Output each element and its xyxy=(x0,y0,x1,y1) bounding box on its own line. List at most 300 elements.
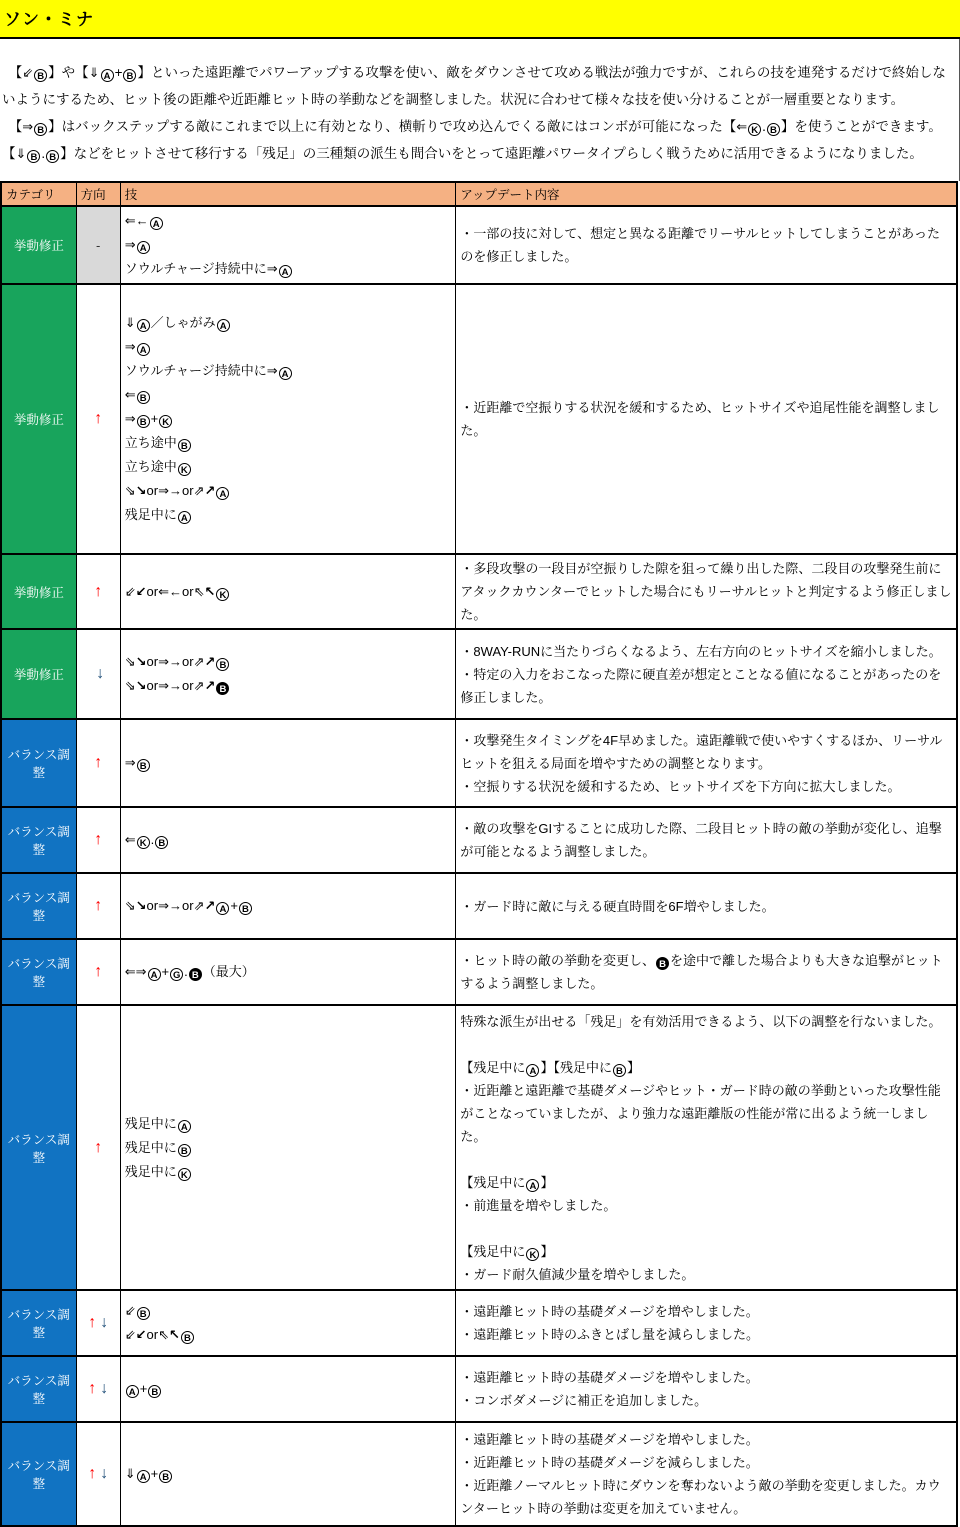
category-cell: バランス調整 xyxy=(1,719,76,807)
technique-cell xyxy=(120,284,456,554)
button-b-icon: B xyxy=(27,150,40,163)
technique-line xyxy=(125,431,452,455)
direction-cell xyxy=(76,1290,120,1356)
direction-down-icon: ↓ xyxy=(100,1314,109,1331)
category-cell: 挙動修正 xyxy=(1,284,76,554)
text: 立ち途中 xyxy=(124,459,177,474)
arrow-filled-icon: → xyxy=(169,654,183,669)
text: + xyxy=(139,1381,148,1396)
technique-line xyxy=(125,751,452,775)
text: 】などをヒットさせて移行する「残足」の三種類の派生も間合いをとって遠距離パワータイプらしく戦うために活用できるようになりました。 xyxy=(60,146,923,161)
table-row xyxy=(1,1422,957,1526)
arrow-hollow-icon: ⇙ xyxy=(124,583,136,599)
arrow-hollow-icon: ⇒ xyxy=(266,363,278,378)
button-a-icon: A xyxy=(101,69,114,82)
technique-cell xyxy=(120,1290,456,1356)
direction-cell xyxy=(76,1005,120,1290)
button-b-icon: B xyxy=(148,1385,161,1398)
button-b-hold-icon: B xyxy=(656,957,669,970)
technique-line xyxy=(125,335,452,359)
update-content-cell xyxy=(456,1356,957,1422)
text: or xyxy=(182,483,194,498)
direction-up-icon: ↑ xyxy=(88,1465,97,1482)
button-b-icon: B xyxy=(34,69,47,82)
arrow-hollow-icon: ⇒ xyxy=(158,483,170,498)
arrow-hollow-icon: ⇒ xyxy=(124,237,136,252)
table-row xyxy=(1,873,957,939)
text: 】を使うことができます。 xyxy=(780,119,942,134)
button-b-icon: B xyxy=(34,123,47,136)
text: ・近距離ノーマルヒット時にダウンを奪わないよう敵の挙動を変更しました。カウンターヒット時の挙動は変更を加えていません。 xyxy=(460,1478,941,1516)
text: ・近距離で空振りする状況を緩和するため、ヒットサイズや追尾性能を調整しました。 xyxy=(460,400,940,438)
update-content-cell xyxy=(456,719,957,807)
update-content-cell xyxy=(456,939,957,1005)
table-row xyxy=(1,1356,957,1422)
update-line xyxy=(460,1263,952,1286)
arrow-hollow-icon: ⇐ xyxy=(736,119,748,134)
arrow-filled-icon: ← xyxy=(135,213,149,228)
text: 【 xyxy=(2,65,23,80)
button-k-icon: K xyxy=(178,1168,191,1181)
arrow-filled-icon: ↖ xyxy=(169,1327,180,1342)
category-cell: バランス調整 xyxy=(1,1356,76,1422)
arrow-filled-icon: ↙ xyxy=(135,1327,147,1342)
intro-line xyxy=(2,113,953,140)
direction-up-icon: ↑ xyxy=(88,1380,97,1397)
button-k-icon: K xyxy=(137,836,150,849)
technique-line xyxy=(125,650,452,674)
text: 立ち途中 xyxy=(124,435,177,450)
update-line xyxy=(460,1474,952,1520)
table-header-row xyxy=(1,182,957,206)
text: を途中で離した場合よりも大きな追撃がヒットするよう調整しました。 xyxy=(460,953,943,991)
text: ・一部の技に対して、想定と異なる距離でリーサルヒットしてしまうことがあったのを修正しました。 xyxy=(460,226,940,264)
direction-up-icon: ↑ xyxy=(94,410,103,427)
button-k-icon: K xyxy=(159,415,172,428)
button-b-icon: B xyxy=(159,1470,172,1483)
arrow-filled-icon: → xyxy=(169,678,183,693)
update-content-cell xyxy=(456,629,957,719)
update-content-cell xyxy=(456,284,957,554)
button-a-icon: A xyxy=(178,511,191,524)
text: 】 xyxy=(540,1243,554,1259)
technique-line xyxy=(125,1377,452,1401)
text: . xyxy=(150,832,155,847)
technique-cell xyxy=(120,206,456,284)
text: or xyxy=(182,583,194,599)
text: ・遠距離ヒット時の基礎ダメージを増やしました。 xyxy=(460,1304,759,1319)
arrow-filled-icon: ↘ xyxy=(135,654,147,669)
direction-up-icon: ↑ xyxy=(94,582,103,600)
direction-cell xyxy=(76,873,120,939)
text: + xyxy=(150,411,159,426)
category-cell: バランス調整 xyxy=(1,1290,76,1356)
arrow-filled-icon: ↘ xyxy=(135,483,147,498)
arrow-hollow-icon: ⇗ xyxy=(193,898,205,913)
text: 】はバックステップする敵にこれまで以上に有効となり、横斬りで攻め込んでくる敵にはコンボが可能になった【 xyxy=(48,119,737,134)
text: 】 xyxy=(540,1174,554,1190)
arrow-hollow-icon: ⇐ xyxy=(124,832,136,847)
technique-line xyxy=(125,383,452,407)
technique-line xyxy=(125,209,452,233)
text: 】【残足中に xyxy=(540,1059,612,1075)
button-b-icon: B xyxy=(178,439,191,452)
technique-line xyxy=(125,311,452,335)
button-b-icon: B xyxy=(137,1307,150,1320)
arrow-hollow-icon: ⇐ xyxy=(124,964,136,979)
direction-up-icon: ↑ xyxy=(94,963,103,980)
update-content-cell xyxy=(456,873,957,939)
text: ・ガード耐久値減少量を増やしました。 xyxy=(460,1266,695,1282)
arrow-hollow-icon: ⇗ xyxy=(193,483,205,498)
arrow-hollow-icon: ⇒ xyxy=(124,411,136,426)
intro-line xyxy=(2,59,953,86)
arrow-hollow-icon: ⇒ xyxy=(22,119,34,134)
update-line xyxy=(460,1323,952,1346)
technique-cell xyxy=(120,1422,456,1526)
button-a-icon: A xyxy=(137,319,150,332)
arrow-filled-icon: → xyxy=(169,483,183,498)
direction-cell xyxy=(76,284,120,554)
arrow-hollow-icon: ⇐ xyxy=(124,213,136,228)
direction-down-icon: ↓ xyxy=(96,665,105,682)
arrow-hollow-icon: ⇙ xyxy=(22,65,34,80)
text: ・遠距離ヒット時のふきとばし量を減らしました。 xyxy=(460,1327,760,1342)
arrow-hollow-icon: ⇒ xyxy=(158,654,170,669)
button-b-icon: B xyxy=(137,759,150,772)
button-a-icon: A xyxy=(150,217,163,230)
arrow-filled-icon: ↗ xyxy=(204,898,216,913)
text: 残足中に xyxy=(124,1115,177,1131)
update-line xyxy=(460,557,952,626)
text: ・8WAY-RUNに当たりづらくなるよう、左右方向のヒットサイズを縮小しました。 xyxy=(460,643,942,659)
button-b-icon: B xyxy=(178,1144,191,1157)
update-line xyxy=(460,1033,952,1056)
button-b-icon: B xyxy=(767,123,780,136)
technique-line xyxy=(125,1323,452,1347)
update-content-cell xyxy=(456,1422,957,1526)
direction-down-icon: ↓ xyxy=(100,1380,109,1397)
update-line xyxy=(460,663,952,709)
arrow-hollow-icon: ⇖ xyxy=(158,1327,170,1342)
update-line xyxy=(460,1010,952,1033)
button-b-hold-icon: B xyxy=(189,968,202,981)
button-a-icon: A xyxy=(137,241,150,254)
button-b-icon: B xyxy=(216,658,229,671)
text: ・コンボダメージに補正を追加しました。 xyxy=(460,1393,708,1408)
arrow-hollow-icon: ⇙ xyxy=(124,1303,136,1318)
arrow-filled-icon: ↙ xyxy=(135,583,147,599)
direction-cell xyxy=(76,939,120,1005)
update-line xyxy=(460,775,952,798)
update-line xyxy=(460,895,952,918)
text: ・遠距離ヒット時の基礎ダメージを増やしました。 xyxy=(460,1370,759,1385)
table-row xyxy=(1,939,957,1005)
technique-line xyxy=(125,359,452,383)
direction-up-icon: ↑ xyxy=(88,1314,97,1331)
direction-cell xyxy=(76,807,120,873)
text: or xyxy=(146,483,159,498)
text: ・ガード時に敵に与える硬直時間を6F増やしました。 xyxy=(460,898,775,914)
category-cell: バランス調整 xyxy=(1,939,76,1005)
arrow-hollow-icon: ⇓ xyxy=(124,1466,136,1481)
text: + xyxy=(161,964,170,979)
direction-up-icon: ↑ xyxy=(94,897,103,914)
intro-line xyxy=(2,140,953,167)
text: or xyxy=(146,654,159,669)
button-b-icon: B xyxy=(137,415,150,428)
table-row xyxy=(1,629,957,719)
button-k-icon: K xyxy=(748,123,761,136)
intro-paragraph xyxy=(0,39,960,181)
technique-line xyxy=(125,1160,452,1184)
update-line xyxy=(460,1240,952,1263)
text: 】 xyxy=(626,1059,640,1075)
button-b-icon: B xyxy=(46,150,59,163)
text: ／しゃがみ xyxy=(150,315,216,330)
text: + xyxy=(150,1466,159,1481)
button-b-icon: B xyxy=(123,69,136,82)
button-a-icon: A xyxy=(148,968,161,981)
technique-line xyxy=(125,455,452,479)
technique-line xyxy=(125,894,452,918)
arrow-filled-icon: ↘ xyxy=(135,898,147,913)
text: 【 xyxy=(2,146,16,161)
category-cell: 挙動修正 xyxy=(1,629,76,719)
text: 】や【 xyxy=(48,65,89,80)
table-row xyxy=(1,554,957,629)
technique-line xyxy=(125,674,452,698)
arrow-filled-icon: ↗ xyxy=(204,678,216,693)
button-b-icon: B xyxy=(239,902,252,915)
direction-cell xyxy=(76,1356,120,1422)
technique-line xyxy=(125,233,452,257)
update-line xyxy=(460,1148,952,1171)
direction-cell xyxy=(76,1422,120,1526)
update-line xyxy=(460,1389,952,1412)
update-line xyxy=(460,1451,952,1474)
arrow-hollow-icon: ⇓ xyxy=(88,65,100,80)
intro-line xyxy=(2,86,953,113)
text: . xyxy=(762,119,766,134)
arrow-hollow-icon: ⇒ xyxy=(266,261,278,276)
text: 残足中に xyxy=(124,1163,177,1179)
update-content-cell xyxy=(456,1005,957,1290)
button-b-hold-icon: B xyxy=(216,682,229,695)
button-a-icon: A xyxy=(216,487,229,500)
arrow-filled-icon: → xyxy=(169,898,183,913)
technique-line xyxy=(125,407,452,431)
technique-line xyxy=(125,1112,452,1136)
text: or xyxy=(146,583,159,599)
direction-up-icon: ↑ xyxy=(94,831,103,848)
arrow-hollow-icon: ⇗ xyxy=(193,678,205,693)
text: + xyxy=(230,898,238,913)
text: ・遠距離ヒット時の基礎ダメージを増やしました。 xyxy=(460,1432,759,1447)
text: 残足中に xyxy=(124,507,177,522)
category-cell: バランス調整 xyxy=(1,873,76,939)
arrow-filled-icon: ↗ xyxy=(204,483,216,498)
technique-cell xyxy=(120,719,456,807)
direction-cell xyxy=(76,719,120,807)
text: 【残足中に xyxy=(460,1174,526,1190)
text: or xyxy=(146,1327,159,1342)
header-direction: 方向 xyxy=(76,182,120,206)
category-cell: バランス調整 xyxy=(1,807,76,873)
technique-line xyxy=(125,479,452,503)
header-category: カテゴリ xyxy=(1,182,76,206)
arrow-hollow-icon: ⇒ xyxy=(124,339,136,354)
arrow-hollow-icon: ⇒ xyxy=(158,678,170,693)
update-line xyxy=(460,396,952,442)
technique-line xyxy=(125,1136,452,1160)
arrow-hollow-icon: ⇒ xyxy=(124,755,136,770)
technique-line xyxy=(125,1462,452,1486)
update-line xyxy=(460,1056,952,1079)
text: or xyxy=(182,898,194,913)
technique-line xyxy=(125,828,452,852)
technique-line xyxy=(125,503,452,527)
update-line xyxy=(460,817,952,863)
table-row xyxy=(1,719,957,807)
button-a-icon: A xyxy=(137,343,150,356)
table-body xyxy=(1,206,957,1526)
text: 【残足中に xyxy=(460,1243,526,1259)
text: （最大） xyxy=(202,964,255,979)
button-k-icon: K xyxy=(526,1248,539,1261)
update-content-cell xyxy=(456,206,957,284)
update-line xyxy=(460,222,952,268)
table-row xyxy=(1,1005,957,1290)
button-b-icon: B xyxy=(181,1331,194,1344)
text: ・攻撃発生タイミングを4F早めました。遠距離戦で使いやすくするほか、リーサルヒットを狙える局面を増やすための調整となります。 xyxy=(460,732,943,771)
update-line xyxy=(460,1217,952,1240)
text: ・近距離ヒット時の基礎ダメージを減らしました。 xyxy=(460,1455,759,1470)
text: ・特定の入力をおこなった際に硬直差が想定とことなる値になることがあったのを修正しました。 xyxy=(460,666,942,705)
button-a-icon: A xyxy=(126,1385,139,1398)
text: ・ヒット時の敵の挙動を変更し、 xyxy=(460,953,656,968)
direction-up-icon: ↑ xyxy=(94,1138,103,1156)
text: 特殊な派生が出せる「残足」を有効活用できるよう、以下の調整を行ないました。 xyxy=(460,1013,942,1029)
technique-line xyxy=(125,580,452,604)
update-content-cell xyxy=(456,1290,957,1356)
category-cell: 挙動修正 xyxy=(1,554,76,629)
table-row xyxy=(1,206,957,284)
button-k-icon: K xyxy=(178,463,191,476)
arrow-hollow-icon: ⇒ xyxy=(158,898,170,913)
button-b-icon: B xyxy=(137,391,150,404)
arrow-hollow-icon: ⇘ xyxy=(124,654,136,669)
text: + xyxy=(114,65,123,80)
button-a-icon: A xyxy=(279,367,292,380)
technique-line xyxy=(125,1299,452,1323)
button-a-icon: A xyxy=(178,1120,191,1133)
update-line xyxy=(460,1428,952,1451)
category-cell: 挙動修正 xyxy=(1,206,76,284)
update-line xyxy=(460,1079,952,1148)
header-update-content: アップデート内容 xyxy=(456,182,957,206)
technique-cell xyxy=(120,873,456,939)
button-a-icon: A xyxy=(217,319,230,332)
update-line xyxy=(460,1366,952,1389)
technique-cell xyxy=(120,807,456,873)
update-content-cell xyxy=(456,807,957,873)
arrow-hollow-icon: ⇙ xyxy=(124,1327,136,1342)
text: 】といった遠距離でパワーアップする攻撃を使い、敵をダウンさせて攻める戦法が強力ですが、これらの技を連発するだけで終始しな xyxy=(137,65,946,80)
update-content-cell xyxy=(456,554,957,629)
arrow-filled-icon: ↖ xyxy=(204,583,216,599)
arrow-hollow-icon: ⇓ xyxy=(15,146,27,161)
arrow-filled-icon: ↗ xyxy=(204,654,216,669)
button-a-icon: A xyxy=(526,1064,539,1077)
button-b-icon: B xyxy=(155,836,168,849)
text: . xyxy=(184,964,188,979)
text: ・多段攻撃の一段目が空振りした隙を狙って繰り出した際、二段目の攻撃発生前にアタックカウンターでヒットした場合にもリーサルヒットと判定するよう修正しました。 xyxy=(460,561,952,622)
text: ソウルチャージ持続中に xyxy=(124,261,267,276)
category-cell: バランス調整 xyxy=(1,1005,76,1290)
text: or xyxy=(146,678,159,693)
update-line xyxy=(460,949,952,995)
text: ・近距離と遠距離で基礎ダメージやヒット・ガード時の敵の挙動といった攻撃性能がことなっていましたが、より強力な遠距離版の性能が常に出るよう統一しました。 xyxy=(460,1082,941,1144)
direction-down-icon: ↓ xyxy=(100,1465,109,1482)
page-title: ソン・ミナ xyxy=(0,0,960,39)
arrow-hollow-icon: ⇘ xyxy=(124,678,136,693)
arrow-hollow-icon: ⇖ xyxy=(193,583,205,599)
arrow-filled-icon: ← xyxy=(169,583,183,599)
direction-cell xyxy=(76,554,120,629)
arrow-filled-icon: ↘ xyxy=(135,678,147,693)
button-a-icon: A xyxy=(137,1470,150,1483)
arrow-hollow-icon: ⇒ xyxy=(135,964,147,979)
button-g-icon: G xyxy=(170,968,183,981)
text: or xyxy=(146,898,159,913)
update-line xyxy=(460,1300,952,1323)
text: 【残足中に xyxy=(460,1059,526,1075)
button-a-icon: A xyxy=(279,265,292,278)
text: ・前進量を増やしました。 xyxy=(460,1197,617,1213)
technique-cell xyxy=(120,1005,456,1290)
technique-cell xyxy=(120,939,456,1005)
technique-cell xyxy=(120,554,456,629)
patch-notes-table xyxy=(0,181,958,1527)
button-a-icon: A xyxy=(216,902,229,915)
arrow-hollow-icon: ⇘ xyxy=(124,483,136,498)
text: . xyxy=(41,146,46,161)
direction-none: - xyxy=(96,237,101,253)
technique-cell xyxy=(120,629,456,719)
direction-cell xyxy=(76,206,120,284)
technique-cell xyxy=(120,1356,456,1422)
technique-line xyxy=(125,960,452,984)
header-technique: 技 xyxy=(120,182,456,206)
button-a-icon: A xyxy=(526,1179,539,1192)
button-k-icon: K xyxy=(216,588,229,601)
direction-up-icon: ↑ xyxy=(94,754,103,771)
technique-line xyxy=(125,257,452,281)
category-cell: バランス調整 xyxy=(1,1422,76,1526)
arrow-hollow-icon: ⇗ xyxy=(193,654,205,669)
arrow-hollow-icon: ⇘ xyxy=(124,898,136,913)
update-line xyxy=(460,1171,952,1194)
text: いようにするため、ヒット後の距離や近距離ヒット時の挙動などを調整しました。状況に合わせて様々な技を使い分けることが一層重要となります。 xyxy=(2,92,905,107)
direction-cell xyxy=(76,629,120,719)
update-line xyxy=(460,1194,952,1217)
table-row xyxy=(1,284,957,554)
table-row xyxy=(1,807,957,873)
update-line xyxy=(460,729,952,775)
text: ・敵の攻撃をGIすることに成功した際、二段目ヒット時の敵の挙動が変化し、追撃が可能となるよう調整しました。 xyxy=(460,821,942,859)
text: or xyxy=(182,654,194,669)
